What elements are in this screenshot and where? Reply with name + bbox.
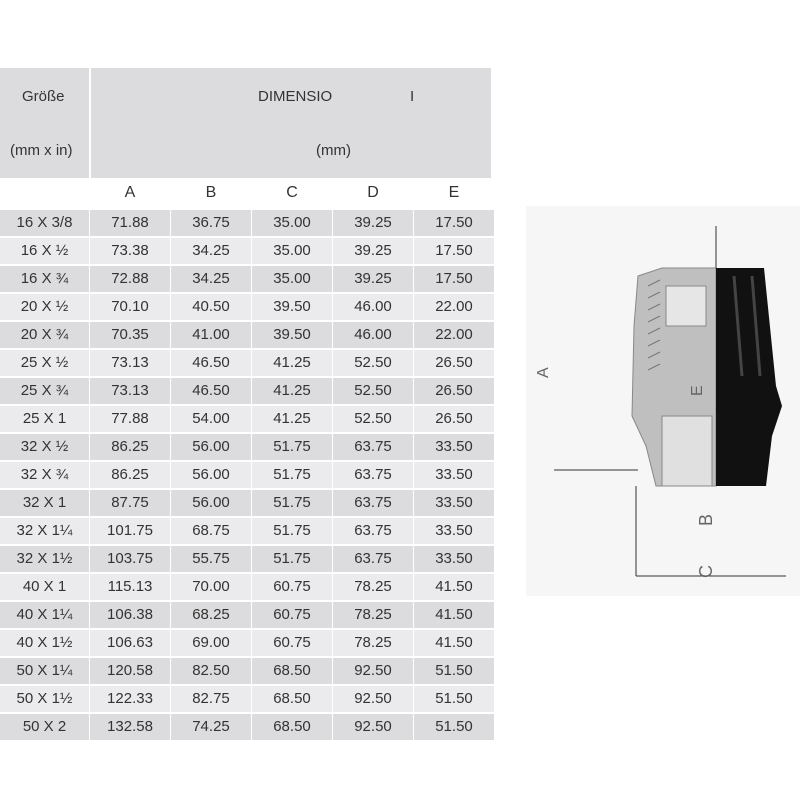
value-cell-b: 68.25: [192, 606, 230, 623]
value-cell-b: 68.75: [192, 522, 230, 539]
size-cell: 25 X ¾: [20, 382, 69, 399]
dimension-header: DIMENSIO: [258, 88, 333, 105]
value-cell-e: 41.50: [435, 578, 473, 595]
column-letters-row: [0, 178, 491, 208]
value-cell-e: 41.50: [435, 606, 473, 623]
value-cell-e: 17.50: [435, 270, 473, 287]
column-header-e: E: [448, 184, 460, 201]
value-cell-e: 33.50: [435, 494, 473, 511]
size-cell: 20 X ½: [20, 298, 69, 315]
dimension-unit: (mm): [316, 142, 351, 159]
value-cell-a: 70.10: [111, 298, 149, 315]
size-cell: 25 X 1: [22, 410, 67, 427]
header-row-1: [0, 68, 491, 124]
value-cell-d: 52.50: [354, 354, 392, 371]
value-cell-e: 51.50: [435, 662, 473, 679]
table-row: [0, 546, 491, 572]
column-header-a: A: [124, 184, 136, 201]
value-cell-a: 70.35: [111, 326, 149, 343]
size-cell: 50 X 1¼: [16, 662, 73, 679]
value-cell-d: 78.25: [354, 606, 392, 623]
header-row-2: [0, 124, 491, 178]
size-cell: 32 X ½: [20, 438, 69, 455]
table-row: [0, 630, 491, 656]
table-row: [0, 518, 491, 544]
size-cell: 40 X 1: [22, 578, 67, 595]
column-header-b: B: [205, 184, 217, 201]
value-cell-c: 39.50: [273, 326, 311, 343]
size-cell: 25 X ½: [20, 354, 69, 371]
value-cell-e: 17.50: [435, 214, 473, 231]
value-cell-e: 22.00: [435, 298, 473, 315]
value-cell-d: 39.25: [354, 242, 392, 259]
size-cell: 16 X ¾: [20, 270, 69, 287]
value-cell-e: 17.50: [435, 242, 473, 259]
size-header: Größe: [22, 88, 65, 105]
value-cell-d: 52.50: [354, 382, 392, 399]
value-cell-e: 26.50: [435, 410, 473, 427]
value-cell-b: 46.50: [192, 382, 230, 399]
value-cell-c: 51.75: [273, 466, 311, 483]
value-cell-b: 41.00: [192, 326, 230, 343]
value-cell-a: 132.58: [107, 718, 153, 735]
table-row: [0, 658, 491, 684]
dimension-header-trailing: I: [410, 88, 415, 105]
value-cell-b: 34.25: [192, 242, 230, 259]
value-cell-c: 35.00: [273, 242, 311, 259]
value-cell-c: 68.50: [273, 690, 311, 707]
value-cell-d: 52.50: [354, 410, 392, 427]
table-row: [0, 714, 491, 740]
value-cell-e: 26.50: [435, 354, 473, 371]
value-cell-e: 22.00: [435, 326, 473, 343]
size-cell: 20 X ¾: [20, 326, 69, 343]
value-cell-b: 46.50: [192, 354, 230, 371]
value-cell-d: 63.75: [354, 438, 392, 455]
dimension-label-c: C: [696, 565, 716, 578]
table-row: [0, 406, 491, 432]
value-cell-b: 69.00: [192, 634, 230, 651]
value-cell-a: 87.75: [111, 494, 149, 511]
value-cell-d: 63.75: [354, 466, 392, 483]
value-cell-b: 74.25: [192, 718, 230, 735]
value-cell-c: 60.75: [273, 578, 311, 595]
value-cell-c: 41.25: [273, 410, 311, 427]
column-header-c: C: [286, 184, 298, 201]
value-cell-c: 51.75: [273, 550, 311, 567]
size-cell: 32 X ¾: [20, 466, 69, 483]
value-cell-a: 115.13: [107, 578, 153, 595]
table-row: [0, 602, 491, 628]
value-cell-a: 71.88: [111, 214, 149, 231]
value-cell-c: 41.25: [273, 354, 311, 371]
table-row: [0, 210, 491, 236]
fitting-inner-thread: [662, 416, 712, 486]
value-cell-b: 40.50: [192, 298, 230, 315]
dimension-label-e: E: [689, 385, 706, 396]
value-cell-c: 39.50: [273, 298, 311, 315]
table-row: [0, 434, 491, 460]
value-cell-d: 39.25: [354, 214, 392, 231]
table-row: [0, 322, 491, 348]
value-cell-e: 33.50: [435, 438, 473, 455]
value-cell-b: 54.00: [192, 410, 230, 427]
table-row: [0, 238, 491, 264]
value-cell-a: 77.88: [111, 410, 149, 427]
value-cell-b: 56.00: [192, 466, 230, 483]
value-cell-b: 56.00: [192, 494, 230, 511]
value-cell-d: 78.25: [354, 578, 392, 595]
value-cell-d: 46.00: [354, 298, 392, 315]
value-cell-c: 41.25: [273, 382, 311, 399]
value-cell-d: 92.50: [354, 718, 392, 735]
value-cell-c: 35.00: [273, 214, 311, 231]
value-cell-a: 86.25: [111, 438, 149, 455]
value-cell-d: 92.50: [354, 662, 392, 679]
value-cell-d: 39.25: [354, 270, 392, 287]
dimension-label-a: A: [535, 367, 552, 378]
dimension-table: [0, 68, 491, 740]
table-row: [0, 490, 491, 516]
table-row: [0, 294, 491, 320]
value-cell-e: 33.50: [435, 522, 473, 539]
header-divider: [89, 68, 91, 178]
table-row: [0, 350, 491, 376]
value-cell-b: 82.75: [192, 690, 230, 707]
table-row: [0, 686, 491, 712]
size-cell: 32 X 1¼: [16, 522, 73, 539]
value-cell-e: 51.50: [435, 718, 473, 735]
size-cell: 50 X 2: [22, 718, 67, 735]
value-cell-e: 33.50: [435, 466, 473, 483]
dimension-label-b: B: [696, 513, 716, 526]
size-cell: 16 X 3/8: [16, 214, 73, 231]
value-cell-c: 51.75: [273, 522, 311, 539]
value-cell-c: 68.50: [273, 662, 311, 679]
value-cell-b: 82.50: [192, 662, 230, 679]
value-cell-b: 56.00: [192, 438, 230, 455]
value-cell-a: 101.75: [107, 522, 153, 539]
fitting-inner-cavity: [666, 286, 706, 326]
value-cell-d: 78.25: [354, 634, 392, 651]
value-cell-d: 63.75: [354, 522, 392, 539]
size-cell: 50 X 1½: [16, 690, 73, 707]
size-unit: (mm x in): [10, 142, 73, 159]
value-cell-c: 51.75: [273, 494, 311, 511]
table-row: [0, 378, 491, 404]
column-header-d: D: [367, 184, 379, 201]
value-cell-d: 92.50: [354, 690, 392, 707]
value-cell-c: 35.00: [273, 270, 311, 287]
table-row: [0, 574, 491, 600]
value-cell-a: 72.88: [111, 270, 149, 287]
value-cell-a: 73.13: [111, 354, 149, 371]
value-cell-e: 41.50: [435, 634, 473, 651]
value-cell-b: 34.25: [192, 270, 230, 287]
table-row: [0, 462, 491, 488]
value-cell-a: 106.63: [107, 634, 153, 651]
size-cell: 40 X 1½: [16, 634, 73, 651]
value-cell-d: 63.75: [354, 494, 392, 511]
value-cell-d: 63.75: [354, 550, 392, 567]
value-cell-a: 106.38: [107, 606, 153, 623]
value-cell-d: 46.00: [354, 326, 392, 343]
value-cell-a: 86.25: [111, 466, 149, 483]
value-cell-a: 120.58: [107, 662, 153, 679]
value-cell-c: 60.75: [273, 634, 311, 651]
value-cell-b: 36.75: [192, 214, 230, 231]
value-cell-e: 26.50: [435, 382, 473, 399]
value-cell-c: 68.50: [273, 718, 311, 735]
size-cell: 32 X 1½: [16, 550, 73, 567]
value-cell-a: 73.38: [111, 242, 149, 259]
value-cell-a: 103.75: [107, 550, 153, 567]
value-cell-a: 122.33: [107, 690, 153, 707]
size-cell: 16 X ½: [20, 242, 69, 259]
table-row: [0, 266, 491, 292]
value-cell-a: 73.13: [111, 382, 149, 399]
value-cell-b: 70.00: [192, 578, 230, 595]
size-cell: 32 X 1: [22, 494, 67, 511]
value-cell-c: 51.75: [273, 438, 311, 455]
size-cell: 40 X 1¼: [16, 606, 73, 623]
table-body: [0, 210, 491, 740]
value-cell-e: 51.50: [435, 690, 473, 707]
value-cell-e: 33.50: [435, 550, 473, 567]
value-cell-c: 60.75: [273, 606, 311, 623]
fitting-diagram: [526, 206, 800, 596]
value-cell-b: 55.75: [192, 550, 230, 567]
